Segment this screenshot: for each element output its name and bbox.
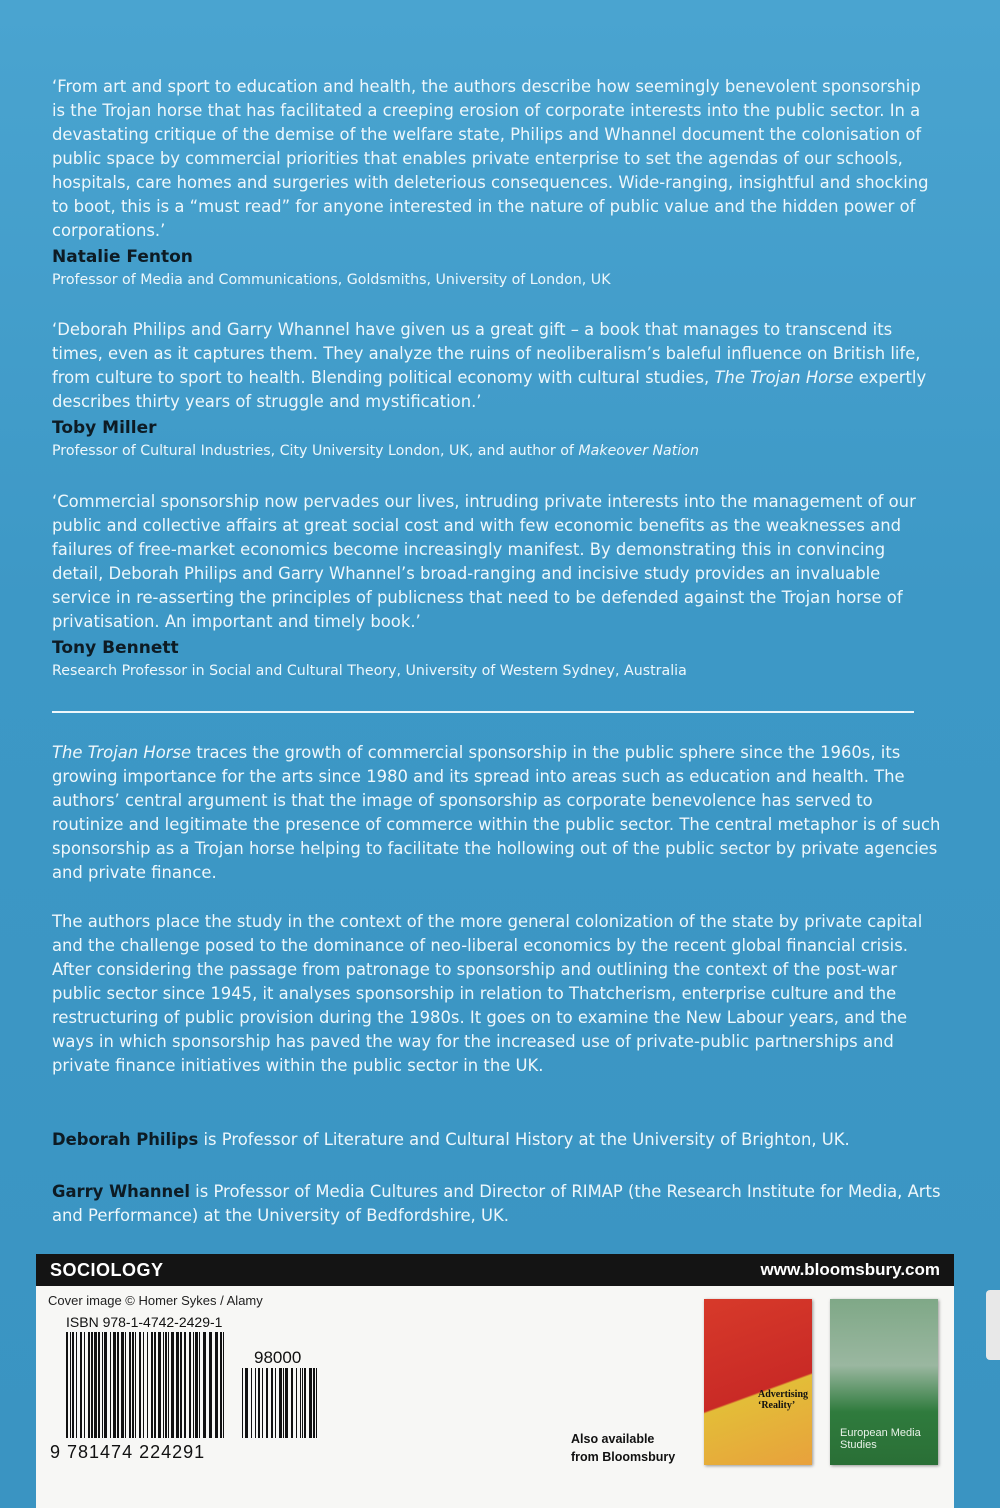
review-bennett (52, 490, 932, 682)
affiliation-part: Professor of Cultural Industries, City University London, UK, and author of (52, 443, 579, 459)
barcode-addon-bar (258, 1368, 260, 1438)
book-thumbnail-advertising-reality[interactable] (704, 1299, 812, 1465)
barcode-bar (195, 1332, 198, 1438)
barcode-bar (72, 1332, 74, 1438)
barcode-addon-bar (302, 1368, 303, 1438)
barcode-addon-bar (316, 1368, 317, 1438)
author-bio-whannel (52, 1180, 942, 1228)
reviewer-affiliation: Professor of Media and Communications, Goldsmiths, University of London, UK (52, 272, 611, 288)
affiliation-title: Makeover Nation (578, 443, 699, 459)
description-paragraph-1 (52, 741, 942, 885)
barcode-bar (110, 1332, 111, 1438)
barcode-addon-bar (251, 1368, 252, 1438)
barcode-bar (176, 1332, 179, 1438)
barcode-bar (163, 1332, 164, 1438)
barcode-bar (125, 1332, 126, 1438)
author-bio-philips (52, 1128, 942, 1152)
barcode-bar (154, 1332, 156, 1438)
barcode (48, 1304, 558, 1500)
category-bar (36, 1254, 954, 1286)
review-fenton (52, 75, 932, 291)
reviewer-affiliation: Research Professor in Social and Cultural Theory, University of Western Sydney, Australia (52, 663, 687, 679)
barcode-bar (165, 1332, 167, 1438)
barcode-bar (223, 1332, 224, 1438)
barcode-bar (184, 1332, 186, 1438)
review-quote: ‘Commercial sponsorship now pervades our lives, intruding private interests into the management of our public and collective affairs at great social cost and with few economic benefits as the weaknesses and failures of free-market economics become increasingly manifest. By demonstrating this in convincing detail, Deborah Philips and Garry Whannel’s broad-ranging and incisive study provides an invaluable service in re-asserting the principles of publicness that need to be defended against the Trojan horse of privatisation. An important and timely book.’ (52, 492, 916, 631)
barcode-addon-bar (262, 1368, 263, 1438)
barcode-bar (139, 1332, 141, 1438)
barcode-bar (158, 1332, 161, 1438)
barcode-addon-bar (271, 1368, 273, 1438)
barcode-bar (220, 1332, 222, 1438)
barcode-bar (215, 1332, 218, 1438)
review-miller (52, 318, 932, 462)
reviewer-name: Natalie Fenton (52, 247, 193, 267)
also-available-line: Also available (571, 1432, 655, 1446)
barcode-addon-bar (275, 1368, 276, 1438)
barcode-number: 9 781474 224291 (50, 1442, 206, 1462)
cover-credit: Cover image © Homer Sykes / Alamy (48, 1293, 263, 1308)
barcode-bar (143, 1332, 144, 1438)
barcode-bar (76, 1332, 77, 1438)
reviewer-name: Tony Bennett (52, 638, 179, 658)
barcode-bar (147, 1332, 148, 1438)
barcode-bar (151, 1332, 153, 1438)
barcode-addon-bar (245, 1368, 248, 1438)
page-edge (986, 1290, 1000, 1360)
reviewer-name: Toby Miller (52, 418, 157, 438)
isbn-label: ISBN 978-1-4742-2429-1 (66, 1314, 223, 1330)
reviewer-affiliation (52, 440, 932, 462)
category-label: SOCIOLOGY (50, 1259, 164, 1280)
author-name: Deborah Philips (52, 1130, 199, 1149)
barcode-bar (88, 1332, 90, 1438)
review-quote-part: expertly describes thirty years of struggle and mystification.’ (52, 368, 927, 411)
barcode-addon-bar (296, 1368, 297, 1438)
book-thumbnail-european-media-studies[interactable] (830, 1299, 938, 1465)
barcode-bar (117, 1332, 119, 1438)
barcode-bar (209, 1332, 212, 1438)
barcode-bar (94, 1332, 97, 1438)
barcode-bar (129, 1332, 131, 1438)
barcode-bars (48, 1304, 558, 1500)
barcode-bar (113, 1332, 116, 1438)
barcode-addon-bar (291, 1368, 293, 1438)
barcode-bar (121, 1332, 124, 1438)
book-thumbnail-title: Advertising ‘Reality’ (758, 1389, 808, 1411)
review-quote-title: The Trojan Horse (714, 368, 854, 387)
barcode-bar (199, 1332, 200, 1438)
barcode-addon-bar (304, 1368, 306, 1438)
description-text: traces the growth of commercial sponsorship in the public sphere since the 1960s, its growing importance for the arts since 1980 and its spread into areas such as education and health. The authors’ central argument is that the image of sponsorship as corporate benevolence has served to routinize and legitimate the presence of commerce within the public sector. The central metaphor is of such sponsorship as a Trojan horse helping to facilitate the hollowing out of the public sector by private agencies and private finance. (52, 743, 941, 882)
barcode-bar (189, 1332, 191, 1438)
book-title: The Trojan Horse (52, 743, 192, 762)
barcode-addon-bar (255, 1368, 256, 1438)
review-quote-part: ‘Deborah Philips and Garry Whannel have given us a great gift – a book that manages to transcend its times, even as it captures them. They analyze the ruins of neoliberalism’s baleful influence on British life, from culture to sport to health. Blending political economy with cultural studies, (52, 320, 921, 387)
barcode-addon-bar (279, 1368, 282, 1438)
barcode-bar (84, 1332, 85, 1438)
barcode-bar (91, 1332, 93, 1438)
barcode-addon-bar (285, 1368, 288, 1438)
also-available (571, 1430, 675, 1466)
barcode-bar (168, 1332, 169, 1438)
barcode-bar (193, 1332, 194, 1438)
barcode-bar (180, 1332, 182, 1438)
publisher-url: www.bloomsbury.com (760, 1260, 940, 1279)
barcode-bar (70, 1332, 71, 1438)
barcode-addon-bar (242, 1368, 243, 1438)
description-paragraph-2: The authors place the study in the context of the more general colonization of the state by private capital and the challenge posed to the dominance of neo-liberal economics by the recent global financial crisis. After considering the passage from patronage to sponsorship and outlining the context of the post-war public sector since 1945, it analyses sponsorship in relation to Thatcherism, enterprise culture and the restructuring of public provision during the 1980s. It goes on to examine the New Labour years, and the ways in which sponsorship has paved the way for the increased use of private-public partnerships and private finance initiatives within the public sector in the UK. (52, 912, 923, 1075)
barcode-addon-bar (309, 1368, 312, 1438)
barcode-addon-bar (313, 1368, 315, 1438)
review-quote (52, 318, 932, 414)
barcode-bar (171, 1332, 174, 1438)
barcode-bar (132, 1332, 134, 1438)
barcode-bar (135, 1332, 136, 1438)
barcode-bar (98, 1332, 100, 1438)
barcode-bar (80, 1332, 82, 1438)
section-divider (52, 711, 914, 713)
barcode-bar (104, 1332, 107, 1438)
barcode-addon-bar (283, 1368, 284, 1438)
barcode-bar (66, 1332, 68, 1438)
also-available-line: from Bloomsbury (571, 1450, 676, 1464)
author-bio: is Professor of Media Cultures and Director of RIMAP (the Research Institute for Media, Arts and Performance) at the University of Bedfordshire, UK. (52, 1182, 941, 1225)
review-quote: ‘From art and sport to education and health, the authors describe how seemingly benevolent sponsorship is the Trojan horse that has facilitated a creeping erosion of corporate interests into the public sector. In a devastating critique of the demise of the welfare state, Philips and Whannel document the colonisation of public space by commercial priorities that enables private enterprise to set the agendas of our schools, hospitals, care homes and surgeries with deleterious consequences. Wide-ranging, insightful and shocking to boot, this is a “must read” for anyone interested in the nature of public value and the hidden power of corporations.’ (52, 77, 929, 240)
price-code: 98000 (254, 1348, 302, 1367)
barcode-bar (102, 1332, 103, 1438)
author-name: Garry Whannel (52, 1182, 190, 1201)
book-thumbnail-title: European Media Studies (840, 1427, 921, 1451)
author-bio: is Professor of Literature and Cultural History at the University of Brighton, UK. (198, 1130, 850, 1149)
barcode-addon-bar (266, 1368, 268, 1438)
barcode-addon-bar (300, 1368, 301, 1438)
barcode-bar (203, 1332, 206, 1438)
